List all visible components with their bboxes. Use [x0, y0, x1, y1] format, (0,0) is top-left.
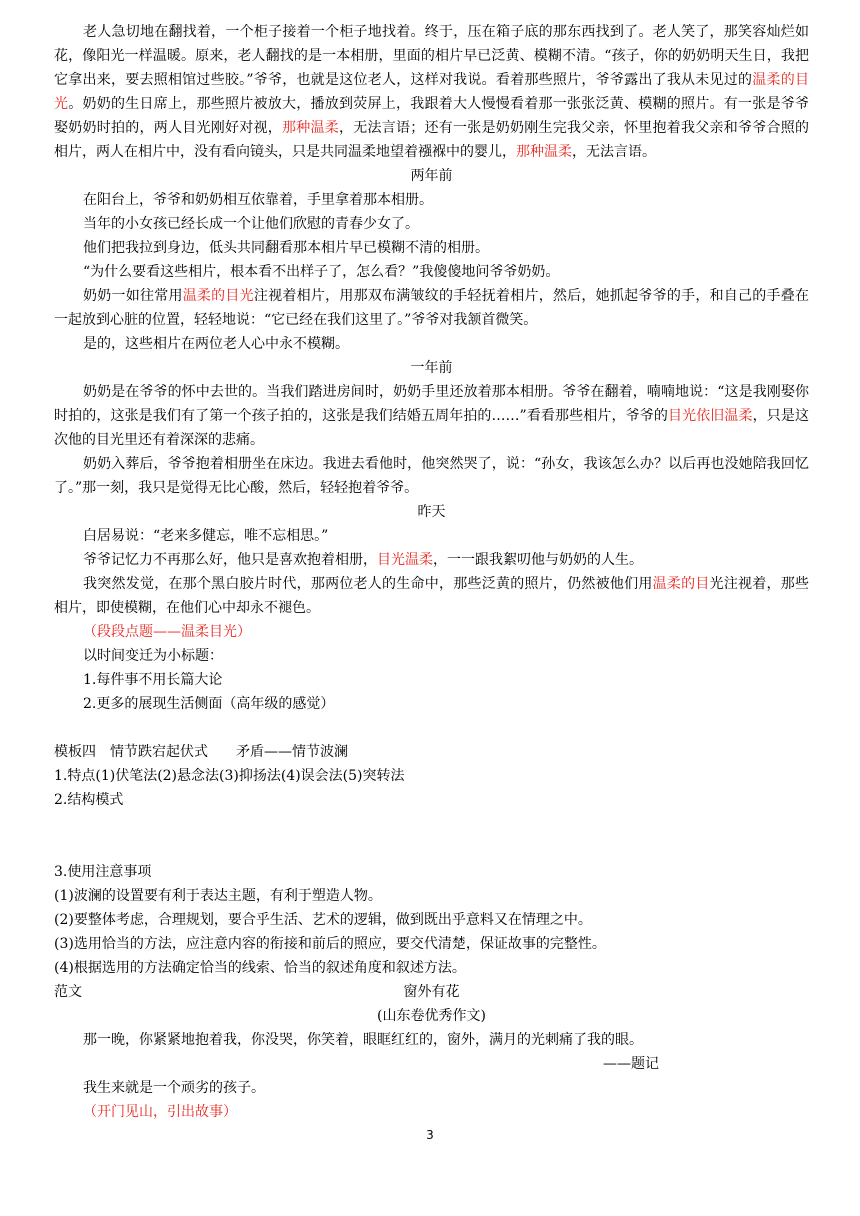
template-note: (2)要整体考虑，合理规划，要合乎生活、艺术的逻辑，做到既出乎意料又在情理之中。: [54, 912, 592, 928]
paragraph: 我突然发觉，在那个黑白胶片时代，那两位老人的生命中，那些泛黄的照片，仍然被他们用温柔的目光注视着，那些相片，即使模糊，在他们心中却永不褪色。: [54, 576, 810, 616]
highlight: 目光温柔: [377, 552, 433, 568]
sample-title: 窗外有花: [403, 984, 460, 1000]
section-heading: 昨天: [417, 504, 446, 520]
template-note: (4)根据选用的方法确定恰当的线索、恰当的叙述角度和叙述方法。: [54, 960, 466, 976]
highlight: 温柔的目光: [182, 288, 254, 304]
paragraph: 当年的小女孩已经长成一个让他们欣慰的青春少女了。: [83, 216, 419, 232]
highlight: 目光依旧温柔: [667, 408, 753, 424]
section-heading: 两年前: [410, 168, 453, 184]
paragraph: 奶奶入葬后，爷爷抱着相册坐在床边。我进去看他时，他突然哭了，说：“孙女，我该怎么办？以后再也没她陪我回忆了。”那一刻，我只是觉得无比心酸，然后，轻轻抱着爷爷。: [54, 456, 809, 496]
sample-header: [54, 980, 809, 1004]
epigraph-sign: ——题记: [603, 1056, 659, 1072]
tip-item: 2.更多的展现生活侧面（高年级的感觉）: [83, 696, 335, 712]
sample-source: (山东卷优秀作文): [377, 1008, 486, 1024]
highlight: 温柔的目光: [54, 72, 810, 112]
tip-title: 以时间变迁为小标题：: [83, 648, 223, 664]
paragraph: 是的，这些相片在两位老人心中永不模糊。: [83, 336, 349, 352]
template-note: (1)波澜的设置要有利于表达主题，有利于塑造人物。: [54, 888, 382, 904]
paragraph: 奶奶一如往常用温柔的目光注视着相片，用那双布满皱纹的手轻抚着相片，然后，她抓起爷爷的手，和自己的手叠在一起放到心脏的位置，轻轻地说：“它已经在我们这里了。”爷爷对我颔首微笑。: [54, 288, 810, 328]
paragraph: “为什么要看这些相片，根本看不出样子了，怎么看？”我傻傻地问爷爷奶奶。: [83, 264, 560, 280]
highlight: 那种温柔: [282, 120, 339, 136]
sample-label: 范文: [54, 984, 82, 1000]
template-note: (3)选用恰当的方法，应注意内容的衔接和前后的照应，要交代清楚，保证故事的完整性。: [54, 936, 606, 952]
paragraph: 爷爷记忆力不再那么好，他只是喜欢抱着相册，目光温柔，一一跟我絮叨他与奶奶的人生。: [83, 552, 643, 568]
paragraph: 我生来就是一个顽劣的孩子。: [83, 1080, 265, 1096]
paragraph: 在阳台上，爷爷和奶奶相互依靠着，手里拿着那本相册。: [83, 192, 433, 208]
paragraph: 他们把我拉到身边，低头共同翻看那本相片早已模糊不清的相册。: [83, 240, 489, 256]
annotation-note: （开门见山，引出故事）: [83, 1104, 237, 1120]
template-item: 3.使用注意事项: [54, 864, 152, 880]
section-heading: 一年前: [410, 360, 453, 376]
template-title: 模板四 情节跌宕起伏式 矛盾——情节波澜: [54, 744, 348, 760]
paragraph: 奶奶是在爷爷的怀中去世的。当我们踏进房间时，奶奶手里还放着那本相册。爷爷在翻着，喃喃地说：“这是我刚娶你时拍的，这张是我们有了第一个孩子拍的，这张是我们结婚五周年拍的……”看看那些相片，爷爷的目光依旧温柔，只是这次他的目光里还有着深深的悲痛。: [54, 384, 809, 448]
paragraph: 白居易说：“老来多健忘，唯不忘相思。”: [83, 528, 329, 544]
page-number: 3: [426, 1128, 434, 1142]
template-item: 2.结构模式: [54, 792, 124, 808]
document-body: [54, 20, 809, 1124]
tip-item: 1.每件事不用长篇大论: [83, 672, 223, 688]
template-item: 1.特点(1)伏笔法(2)悬念法(3)抑扬法(4)误会法(5)突转法: [54, 768, 405, 784]
highlight: 那种温柔: [516, 144, 572, 160]
paragraph: 老人急切地在翻找着，一个柜子接着一个柜子地找着。终于，压在箱子底的那东西找到了。老人笑了，那笑容灿烂如花，像阳光一样温暖。原来，老人翻找的是一本相册，里面的相片早已泛黄、模糊不清。“孩子，你的奶奶明天生日，我把它拿出来，要去照相馆过些胶。”爷爷，也就是这位老人，这样对我说。看着那些照片，爷爷露出了我从未见过的温柔的目光。奶奶的生日席上，那些照片被放大，播放到荧屏上，我跟着大人慢慢看着那一张张泛黄、模糊的照片。有一张是爷爷娶奶奶时拍的，两人目光刚好对视，那种温柔，无法言语；还有一张是奶奶刚生完我父亲，怀里抱着我父亲和爷爷合照的相片，两人在相片中，没有看向镜头，只是共同温柔地望着襁褓中的婴儿，那种温柔，无法言语。: [54, 24, 810, 160]
epigraph: 那一晚，你紧紧地抱着我，你没哭，你笑着，眼眶红红的，窗外，满月的光刺痛了我的眼。: [83, 1032, 643, 1048]
annotation-note: （段段点题——温柔目光）: [83, 624, 251, 640]
highlight: 温柔的目: [652, 576, 710, 592]
